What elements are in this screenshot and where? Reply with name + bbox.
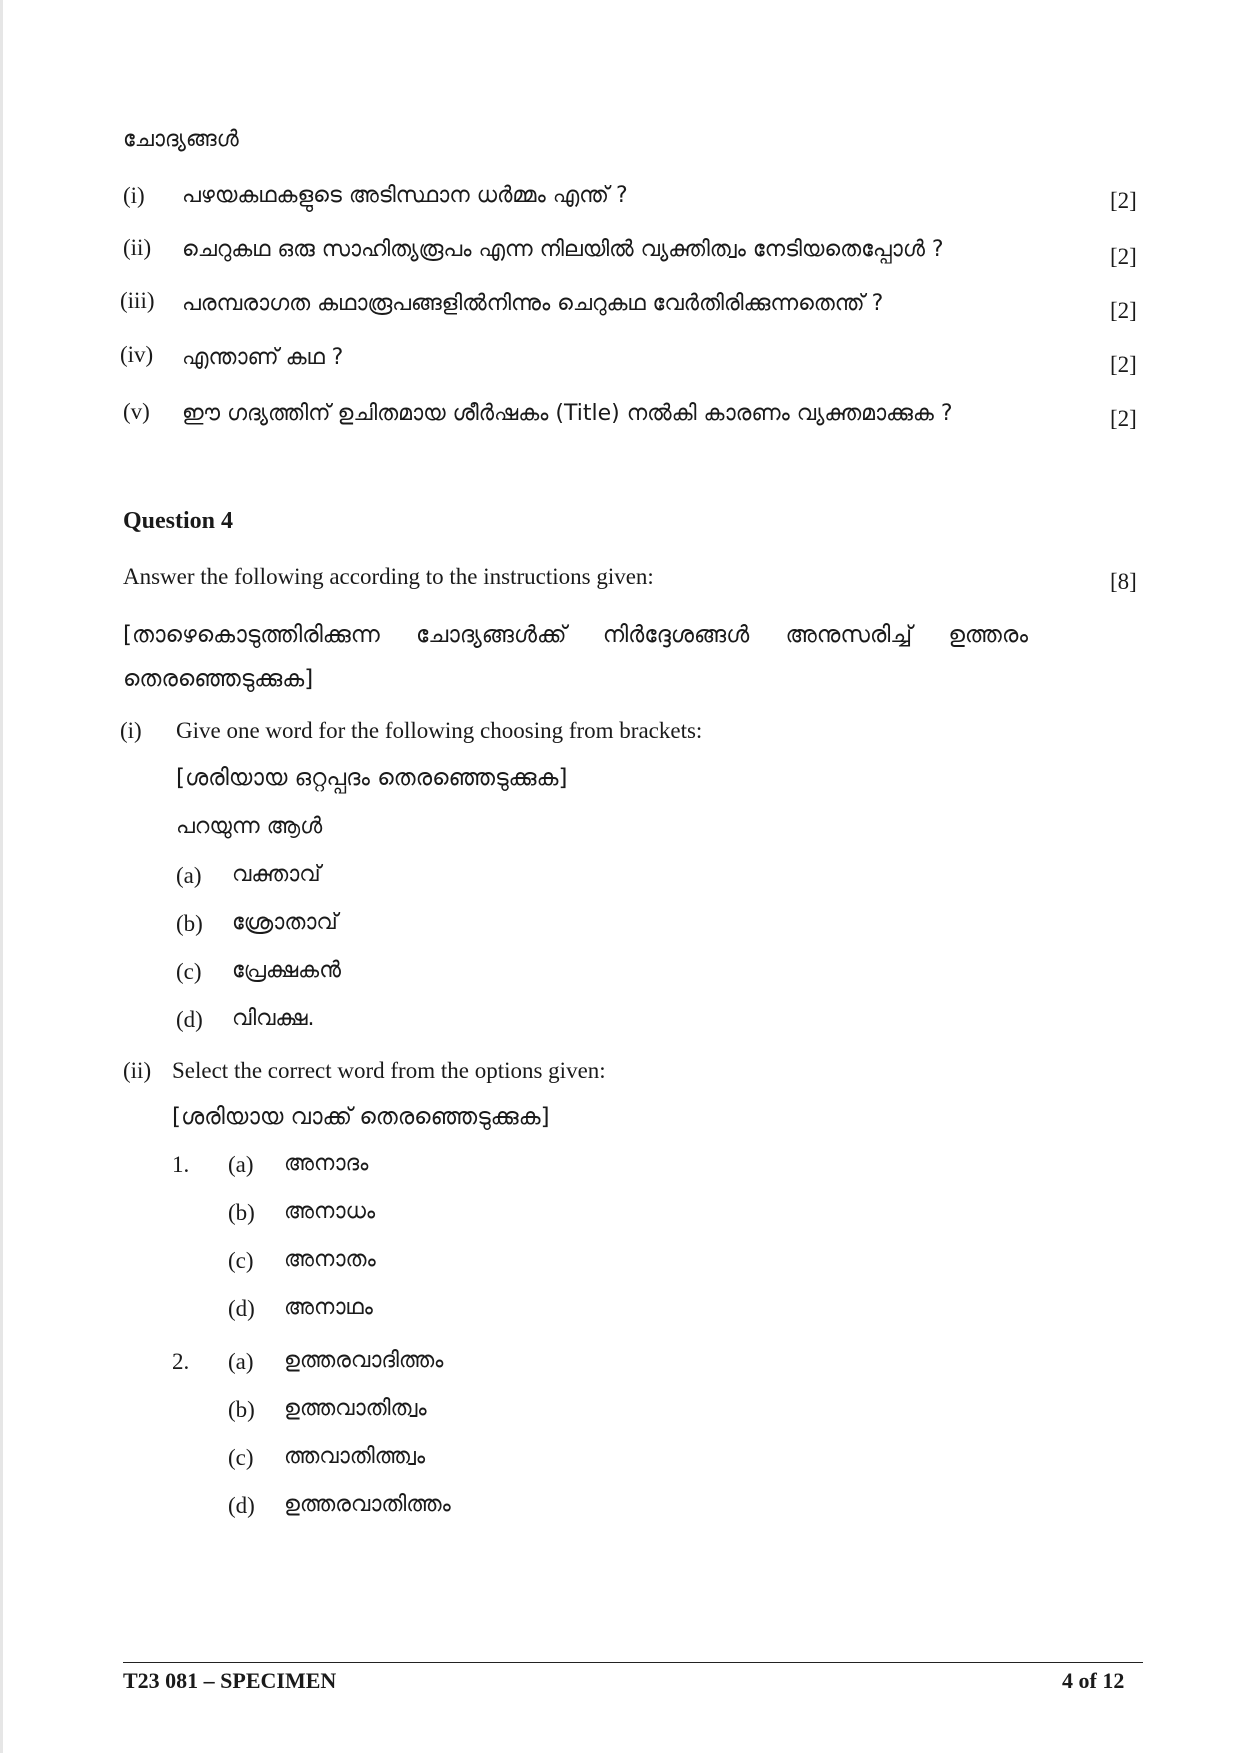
part-phrase: പറയുന്ന ആൾ <box>176 814 323 839</box>
option-label: (b) <box>176 911 203 936</box>
item-number: (ii) <box>123 235 152 260</box>
part-number: (i) <box>120 718 142 743</box>
item-text: പഴയകഥകളുടെ അടിസ്ഥാന ധർമ്മം എന്ത് ? <box>182 183 628 208</box>
footer-rule <box>123 1662 1143 1663</box>
item-text: പരമ്പരാഗത കഥാരൂപങ്ങളിൽനിന്നും ചെറുകഥ വേർതിരിക്കുന്നതെന്ത് ? <box>182 291 884 316</box>
option-text: ഉത്തരവാതിത്തം <box>284 1492 451 1517</box>
page-edge <box>0 0 3 1753</box>
ml-instruction-word: നിർദ്ദേശങ്ങൾ <box>602 622 750 648</box>
ml-instruction-word: [താഴെകൊടുത്തിരിക്കുന്ന <box>123 622 380 648</box>
option-text: പ്രേക്ഷകൻ <box>232 958 341 983</box>
item-number: (v) <box>123 399 150 424</box>
item-marks: [2] <box>1110 244 1137 269</box>
option-label: (d) <box>228 1296 255 1321</box>
option-label: (a) <box>176 863 202 888</box>
option-label: (b) <box>228 1200 255 1225</box>
option-text: അനാദം <box>284 1151 369 1176</box>
item-number: (iv) <box>120 342 154 367</box>
footer-page-number: 4 of 12 <box>1062 1668 1125 1693</box>
option-text: വക്താവ് <box>232 862 321 887</box>
part-ml-instruction: [ശരിയായ ഒറ്റപ്പദം തെരഞ്ഞെടുക്കുക] <box>176 765 568 791</box>
ml-instruction-word: ഉത്തരം <box>948 622 1028 648</box>
option-text: വിവക്ഷ. <box>232 1006 315 1031</box>
item-marks: [2] <box>1110 298 1137 323</box>
option-label: (a) <box>228 1152 254 1177</box>
item-number: (i) <box>123 183 145 208</box>
ml-instruction-word: ചോദ്യങ്ങൾക്ക് <box>415 622 567 648</box>
option-label: (d) <box>176 1007 203 1032</box>
group-number: 1. <box>172 1152 190 1177</box>
part-text: Give one word for the following choosing from brackets: <box>176 718 703 743</box>
part-text: Select the correct word from the options given: <box>172 1058 606 1083</box>
item-text: ഈ ഗദ്യത്തിന് ഉചിതമായ ശീർഷകം (Title) നൽകി കാരണം വ്യക്തമാക്കുക ? <box>182 401 953 426</box>
question-marks: [8] <box>1110 569 1137 594</box>
part-ml-instruction: [ശരിയായ വാക്ക് തെരഞ്ഞെടുക്കുക] <box>172 1104 550 1130</box>
option-label: (d) <box>228 1493 255 1518</box>
item-text: എന്താണ് കഥ ? <box>182 345 344 370</box>
option-text: ഉത്തരവാദിത്തം <box>284 1348 444 1373</box>
option-text: അനാഥം <box>284 1295 373 1320</box>
question-instruction: Answer the following according to the instructions given: <box>123 564 654 589</box>
ml-instruction-word: അനുസരിച്ച് <box>785 622 913 648</box>
item-text: ചെറുകഥ ഒരു സാഹിത്യരൂപം എന്ന നിലയിൽ വ്യക്തിത്വം നേടിയതെപ്പോൾ ? <box>182 237 944 262</box>
item-marks: [2] <box>1110 352 1137 377</box>
option-label: (a) <box>228 1349 254 1374</box>
item-marks: [2] <box>1110 188 1137 213</box>
option-text: അനാധം <box>284 1199 376 1224</box>
ml-instruction-line1 <box>123 620 1028 650</box>
option-text: ഉത്തവാതിത്വം <box>284 1396 427 1421</box>
option-text: അനാതം <box>284 1247 376 1272</box>
ml-instruction-line2: തെരഞ്ഞെടുക്കുക] <box>123 666 314 692</box>
option-text: ശ്രോതാവ് <box>232 910 338 935</box>
item-marks: [2] <box>1110 406 1137 431</box>
option-label: (c) <box>176 959 202 984</box>
part-number: (ii) <box>123 1058 152 1083</box>
option-label: (c) <box>228 1445 254 1470</box>
group-number: 2. <box>172 1349 190 1374</box>
question-title: Question 4 <box>123 508 234 534</box>
option-text: ത്തവാതിത്ത്വം <box>284 1444 426 1469</box>
option-label: (b) <box>228 1397 255 1422</box>
questions-heading: ചോദ്യങ്ങൾ <box>123 127 239 152</box>
footer-code: T23 081 – SPECIMEN <box>123 1668 337 1693</box>
option-label: (c) <box>228 1248 254 1273</box>
item-number: (iii) <box>120 288 155 313</box>
